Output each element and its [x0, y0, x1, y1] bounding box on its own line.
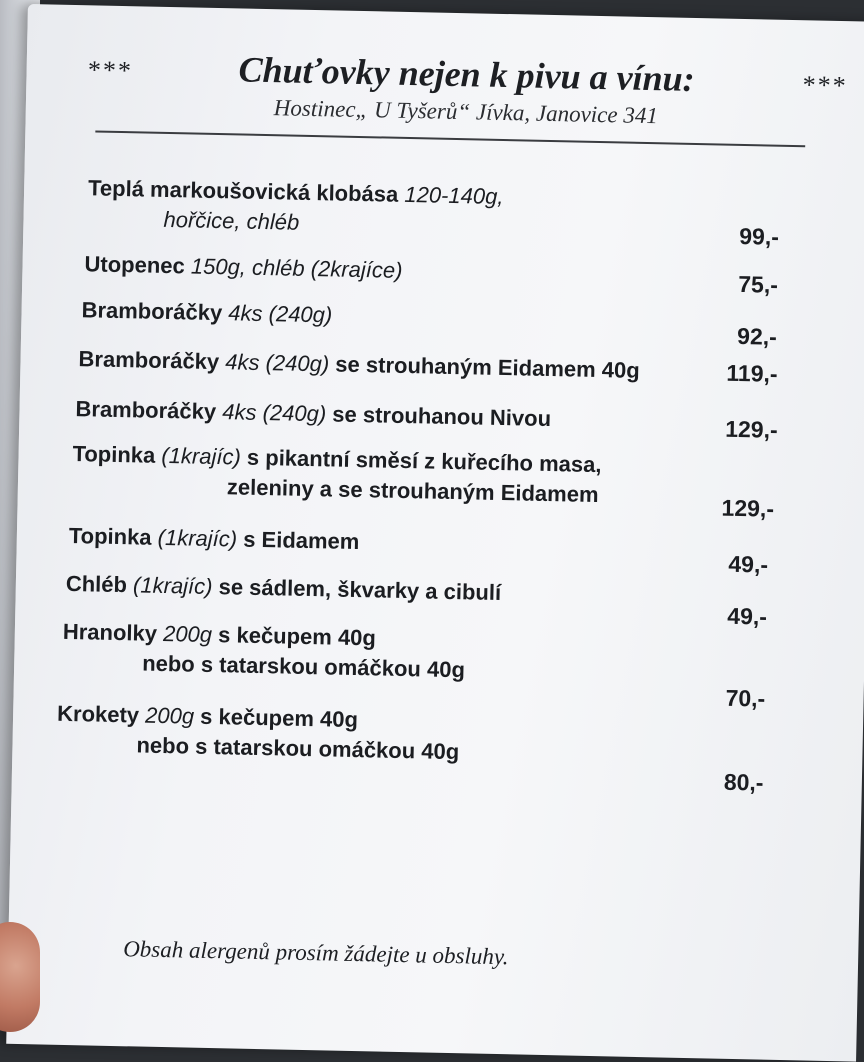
- item-detail: (1krajíc): [151, 524, 238, 552]
- item-name: Bramboráčky: [75, 396, 217, 425]
- menu-item: [87, 173, 504, 242]
- menu-item: [81, 295, 332, 330]
- menu-item: [66, 569, 502, 608]
- item-detail: (1krajíc): [155, 442, 242, 470]
- menu-item: [78, 344, 640, 386]
- item-detail: 4ks (240g): [221, 300, 333, 328]
- item-detail: 200g: [156, 620, 213, 647]
- menu-subtitle: Hostinec„ U Tyšerů“ Jívka, Janovice 341: [273, 95, 659, 129]
- item-name: Chléb: [65, 570, 134, 598]
- item-name: Teplá markoušovická klobása: [87, 175, 399, 207]
- item-rest: se strouhanou Nivou: [325, 401, 552, 432]
- item-name: Bramboráčky: [81, 297, 223, 326]
- item-rest: s kečupem 40g: [193, 703, 359, 733]
- menu-item: [84, 249, 402, 286]
- menu-item: [72, 439, 602, 510]
- item-rest: se sádlem, škvarky a cibulí: [212, 573, 502, 606]
- item-detail-line2: zeleniny a se strouhaným Eidamem: [226, 474, 599, 508]
- finger-thumb: [0, 922, 40, 1032]
- item-detail: 120-140g,: [398, 181, 504, 209]
- menu-header: [86, 45, 847, 133]
- title-stars-left: ***: [86, 55, 132, 86]
- item-rest: s Eidamem: [236, 526, 360, 555]
- item-detail-line2: hořčice, chléb: [163, 206, 300, 235]
- item-name: Topinka: [68, 522, 152, 550]
- item-name: Bramboráčky: [78, 346, 220, 375]
- item-price: 70,-: [725, 684, 766, 712]
- menu-item: [62, 617, 466, 685]
- item-rest: se strouhaným Eidamem 40g: [328, 351, 640, 383]
- item-price: 49,-: [727, 602, 768, 630]
- item-rest: s pikantní směsí z kuřecího masa,: [240, 444, 602, 478]
- item-price: 129,-: [724, 415, 778, 443]
- item-name: Topinka: [72, 441, 156, 468]
- item-name: Krokety: [56, 700, 140, 728]
- item-detail: 150g, chléb (2krajíce): [184, 253, 403, 283]
- item-price: 92,-: [736, 322, 778, 350]
- item-price: 49,-: [728, 550, 769, 578]
- item-detail: 4ks (240g): [218, 349, 330, 377]
- item-price: 75,-: [738, 270, 779, 298]
- item-price: 99,-: [739, 222, 780, 250]
- allergen-note: Obsah alergenů prosím žádejte u obsluhy.: [122, 936, 509, 970]
- item-name: Hranolky: [62, 618, 158, 646]
- item-detail: 4ks (240g): [215, 399, 327, 427]
- item-detail-line2: nebo s tatarskou omáčkou 40g: [141, 650, 466, 683]
- menu-item: [56, 699, 460, 767]
- title-stars-right: ***: [801, 70, 847, 101]
- menu-item: [69, 521, 360, 557]
- item-detail-line2: nebo s tatarskou omáčkou 40g: [136, 732, 460, 765]
- item-price: 80,-: [723, 768, 764, 796]
- item-detail: (1krajíc): [132, 572, 213, 599]
- item-name: Utopenec: [84, 251, 186, 279]
- item-price: 119,-: [726, 359, 778, 387]
- header-divider: [95, 130, 805, 147]
- menu-page: [6, 4, 864, 1062]
- menu-title: Chuťovky nejen k pivu a vínu:: [238, 49, 696, 99]
- item-detail: 200g: [138, 702, 195, 729]
- item-rest: s kečupem 40g: [211, 621, 377, 651]
- menu-item: [75, 394, 551, 434]
- item-price: 129,-: [721, 494, 775, 522]
